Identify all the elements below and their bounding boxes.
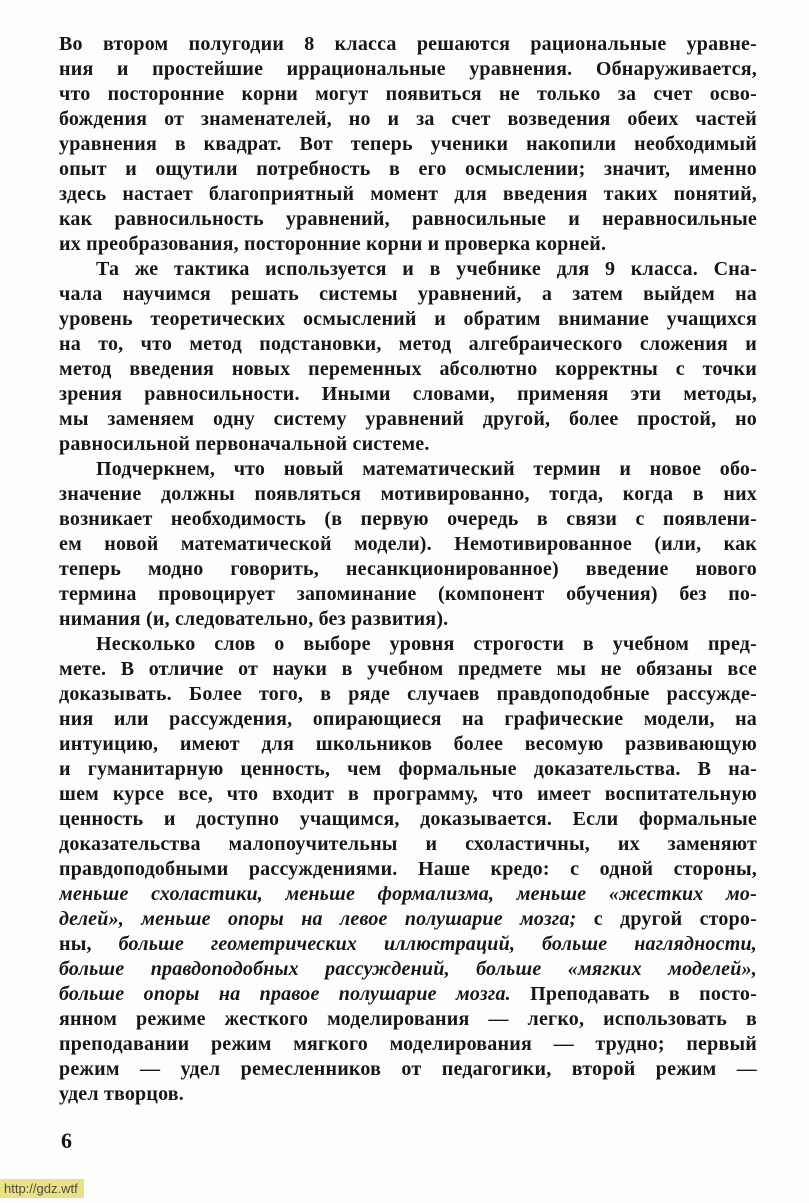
paragraph [59,257,757,457]
text-block [59,32,757,1107]
text-line: чала научимся решать системы уравнений, а затем выйдем на [59,283,757,305]
text-line: опыт и ощутили потребность в его осмыслении; значит, именно [59,158,757,180]
text-line: интуицию, имеют для школьников более весомую развивающую [59,733,757,755]
text-line: и гуманитарную ценность, чем формальные доказательства. В на- [59,758,757,780]
text-line: как равносильность уравнений, равносильные и неравносильные [59,208,757,230]
text-line: ем новой математической модели). Немотивированное (или, как [59,533,757,555]
paragraph [59,457,757,632]
page-number: 6 [61,1128,72,1153]
text-line: уравнения в квадрат. Вот теперь ученики накопили необходимый [59,133,757,155]
text-line: термина провоцирует запоминание (компонент обучения) без по- [59,583,757,605]
text-line: делей», меньше опоры на левое полушарие мозга; с другой сторо- [59,908,757,930]
text-line: преподавании режим мягкого моделирования — трудно; первый [59,1033,757,1055]
text-line: доказывать. Более того, в ряде случаев правдоподобные рассужде- [59,683,757,705]
text-line: ния или рассуждения, опирающиеся на графические модели, на [59,708,757,730]
text-line: зрения равносильности. Иными словами, применяя эти методы, [59,383,757,405]
text-line: шем курсе все, что входит в программу, что имеет воспитательную [59,783,757,805]
text-line: янном режиме жесткого моделирования — легко, использовать в [59,1008,757,1030]
text-line: доказательства малопоучительны и схоластичны, их заменяют [59,833,757,855]
text-line: Та же тактика используется и в учебнике для 9 класса. Сна- [96,258,757,280]
text-line: равносильной первоначальной системе. [59,433,430,455]
text-line: Несколько слов о выборе уровня строгости в учебном пред- [96,633,757,655]
text-line: что посторонние корни могут появиться не только за счет осво- [59,83,757,105]
text-line: возникает необходимость (в первую очередь в связи с появлени- [59,508,757,530]
text-line: правдоподобными рассуждениями. Наше кредо: с одной стороны, [59,858,757,880]
text-line: режим — удел ремесленников от педагогики, второй режим — [59,1058,757,1080]
text-line: меньше схоластики, меньше формализма, меньше «жестких мо- [59,883,757,905]
text-line: Подчеркнем, что новый математический термин и новое обо- [96,458,757,480]
text-line: метод введения новых переменных абсолютно корректны с точки [59,358,757,380]
text-line: больше правдоподобных рассуждений, больше «мягких моделей», [59,958,757,980]
text-line: ны, больше геометрических иллюстраций, больше наглядности, [59,933,757,955]
paragraph [59,32,757,257]
text-line: мы заменяем одну систему уравнений другой, более простой, но [59,408,757,430]
text-line: нимания (и, следовательно, без развития). [59,608,449,630]
paragraph [59,632,757,1107]
text-line: на то, что метод подстановки, метод алгебраического сложения и [59,333,757,355]
text-line: значение должны появляться мотивированно, тогда, когда в них [59,483,757,505]
text-line: здесь настает благоприятный момент для введения таких понятий, [59,183,757,205]
text-line: теперь модно говорить, несанкционированное) введение нового [59,558,757,580]
text-line: ценность и доступно учащимся, доказывается. Если формальные [59,808,757,830]
text-line: уровень теоретических осмыслений и обратим внимание учащихся [59,308,757,330]
text-line: мете. В отличие от науки в учебном предмете мы не обязаны все [59,658,757,680]
watermark-link[interactable]: http://gdz.wtf [0,1179,84,1198]
text-line: ния и простейшие иррациональные уравнения. Обнаруживается, [59,58,757,80]
text-line: удел творцов. [59,1083,184,1105]
text-line: бождения от знаменателей, но и за счет возведения обеих частей [59,108,757,130]
text-line: больше опоры на правое полушарие мозга. Преподавать в посто- [59,983,757,1005]
text-line: Во втором полугодии 8 класса решаются рациональные уравне- [59,33,757,55]
text-line: их преобразования, посторонние корни и проверка корней. [59,233,607,255]
